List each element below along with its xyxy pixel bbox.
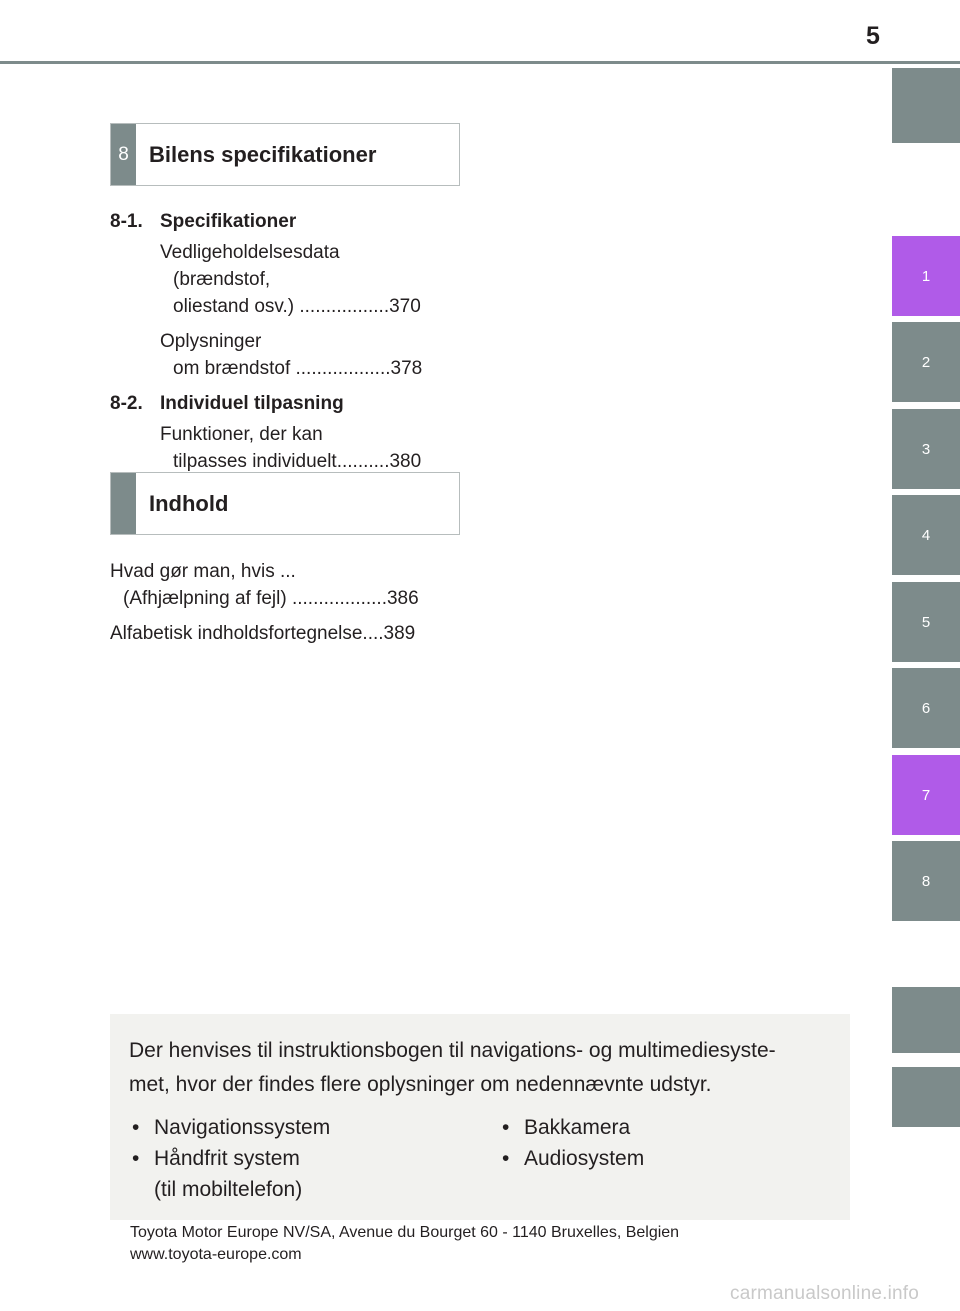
equipment-item: [499, 1143, 644, 1174]
equipment-list-left: [129, 1112, 330, 1205]
toc-contents: [110, 558, 455, 655]
section-heading-contents: [110, 472, 460, 535]
toc-entry[interactable]: [110, 620, 455, 647]
notice-intro-line-1: Der henvises til instruktionsbogen til navigations- og multimediesyste-: [129, 1039, 776, 1062]
footer-url[interactable]: www.toyota-europe.com: [130, 1246, 302, 1263]
toc-chapter-title: Specifikationer: [160, 211, 297, 232]
toc-chapter[interactable]: [110, 208, 455, 235]
section-number-empty: [111, 473, 136, 534]
toc-entry-title: Alfabetisk indholdsfortegnelse....389: [110, 623, 416, 644]
equipment-item-text: Audiosystem: [524, 1147, 645, 1170]
equipment-item: [499, 1112, 644, 1143]
toc-chapter-title: Individuel tilpasning: [160, 393, 344, 414]
footer-line-1: Toyota Motor Europe NV/SA, Avenue du Bourget 60 - 1140 Bruxelles, Belgien: [130, 1224, 680, 1241]
toc-entry-continuation: tilpasses individuelt..........380: [173, 451, 422, 472]
equipment-item-text: Håndfrit system: [154, 1147, 300, 1170]
toc-chapter-number: 8-1.: [110, 211, 143, 232]
watermark: carmanualsonline.info: [730, 1283, 920, 1304]
chapter-tab[interactable]: [892, 987, 960, 1053]
section-title: Indhold: [149, 490, 229, 516]
chapter-tab-5[interactable]: 5: [892, 582, 960, 662]
toc-entry-title: Vedligeholdelsesdata: [160, 242, 340, 263]
section-title: Bilens specifikationer: [149, 141, 377, 167]
equipment-item-text: Bakkamera: [524, 1116, 631, 1139]
toc-chapter[interactable]: [110, 390, 455, 417]
toc-section-8: [110, 208, 455, 483]
toc-entry[interactable]: [110, 558, 455, 612]
toc-entry-title: Oplysninger: [160, 331, 262, 352]
equipment-item-text: Navigationssystem: [154, 1116, 331, 1139]
notice-intro: [129, 1034, 840, 1102]
equipment-item: [129, 1112, 330, 1143]
bullet-icon: •: [502, 1147, 510, 1170]
toc-entry-continuation: (brændstof,: [173, 269, 271, 290]
page-number: 5: [866, 22, 880, 50]
equipment-item: [129, 1143, 330, 1205]
bullet-icon: •: [502, 1116, 510, 1139]
equipment-item-text: (til mobiltelefon): [154, 1178, 303, 1201]
toc-entry[interactable]: [110, 239, 455, 320]
bullet-icon: •: [132, 1147, 140, 1170]
toc-entry[interactable]: [110, 421, 455, 475]
chapter-tab-6[interactable]: 6: [892, 668, 960, 748]
notice-intro-line-2: met, hvor der findes flere oplysninger om nedennævnte udstyr.: [129, 1073, 712, 1096]
chapter-tab-8[interactable]: 8: [892, 841, 960, 921]
toc-entry[interactable]: [110, 328, 455, 382]
section-heading-specifications: [110, 123, 460, 186]
equipment-list-right: [499, 1112, 644, 1174]
chapter-tab-1[interactable]: 1: [892, 236, 960, 316]
toc-entry-title: Funktioner, der kan: [160, 424, 323, 445]
chapter-tab[interactable]: [892, 1067, 960, 1127]
toc-entry-continuation: oliestand osv.) .................370: [173, 296, 421, 317]
chapter-tab-3[interactable]: 3: [892, 409, 960, 489]
notice-box: [110, 1014, 850, 1220]
chapter-tab[interactable]: [892, 68, 960, 143]
chapter-tab-7[interactable]: 7: [892, 755, 960, 835]
section-number: 8: [111, 124, 136, 185]
chapter-tab-4[interactable]: 4: [892, 495, 960, 575]
toc-entry-continuation: om brændstof ..................378: [173, 358, 423, 379]
toc-entry-title: Hvad gør man, hvis ...: [110, 561, 296, 582]
chapter-tabs: [892, 0, 960, 1311]
toc-chapter-number: 8-2.: [110, 393, 143, 414]
bullet-icon: •: [132, 1116, 140, 1139]
toc-entry-continuation: (Afhjælpning af fejl) ..................386: [123, 588, 419, 609]
header-rule: [0, 61, 960, 64]
footer-address: [130, 1222, 679, 1266]
chapter-tab-2[interactable]: 2: [892, 322, 960, 402]
